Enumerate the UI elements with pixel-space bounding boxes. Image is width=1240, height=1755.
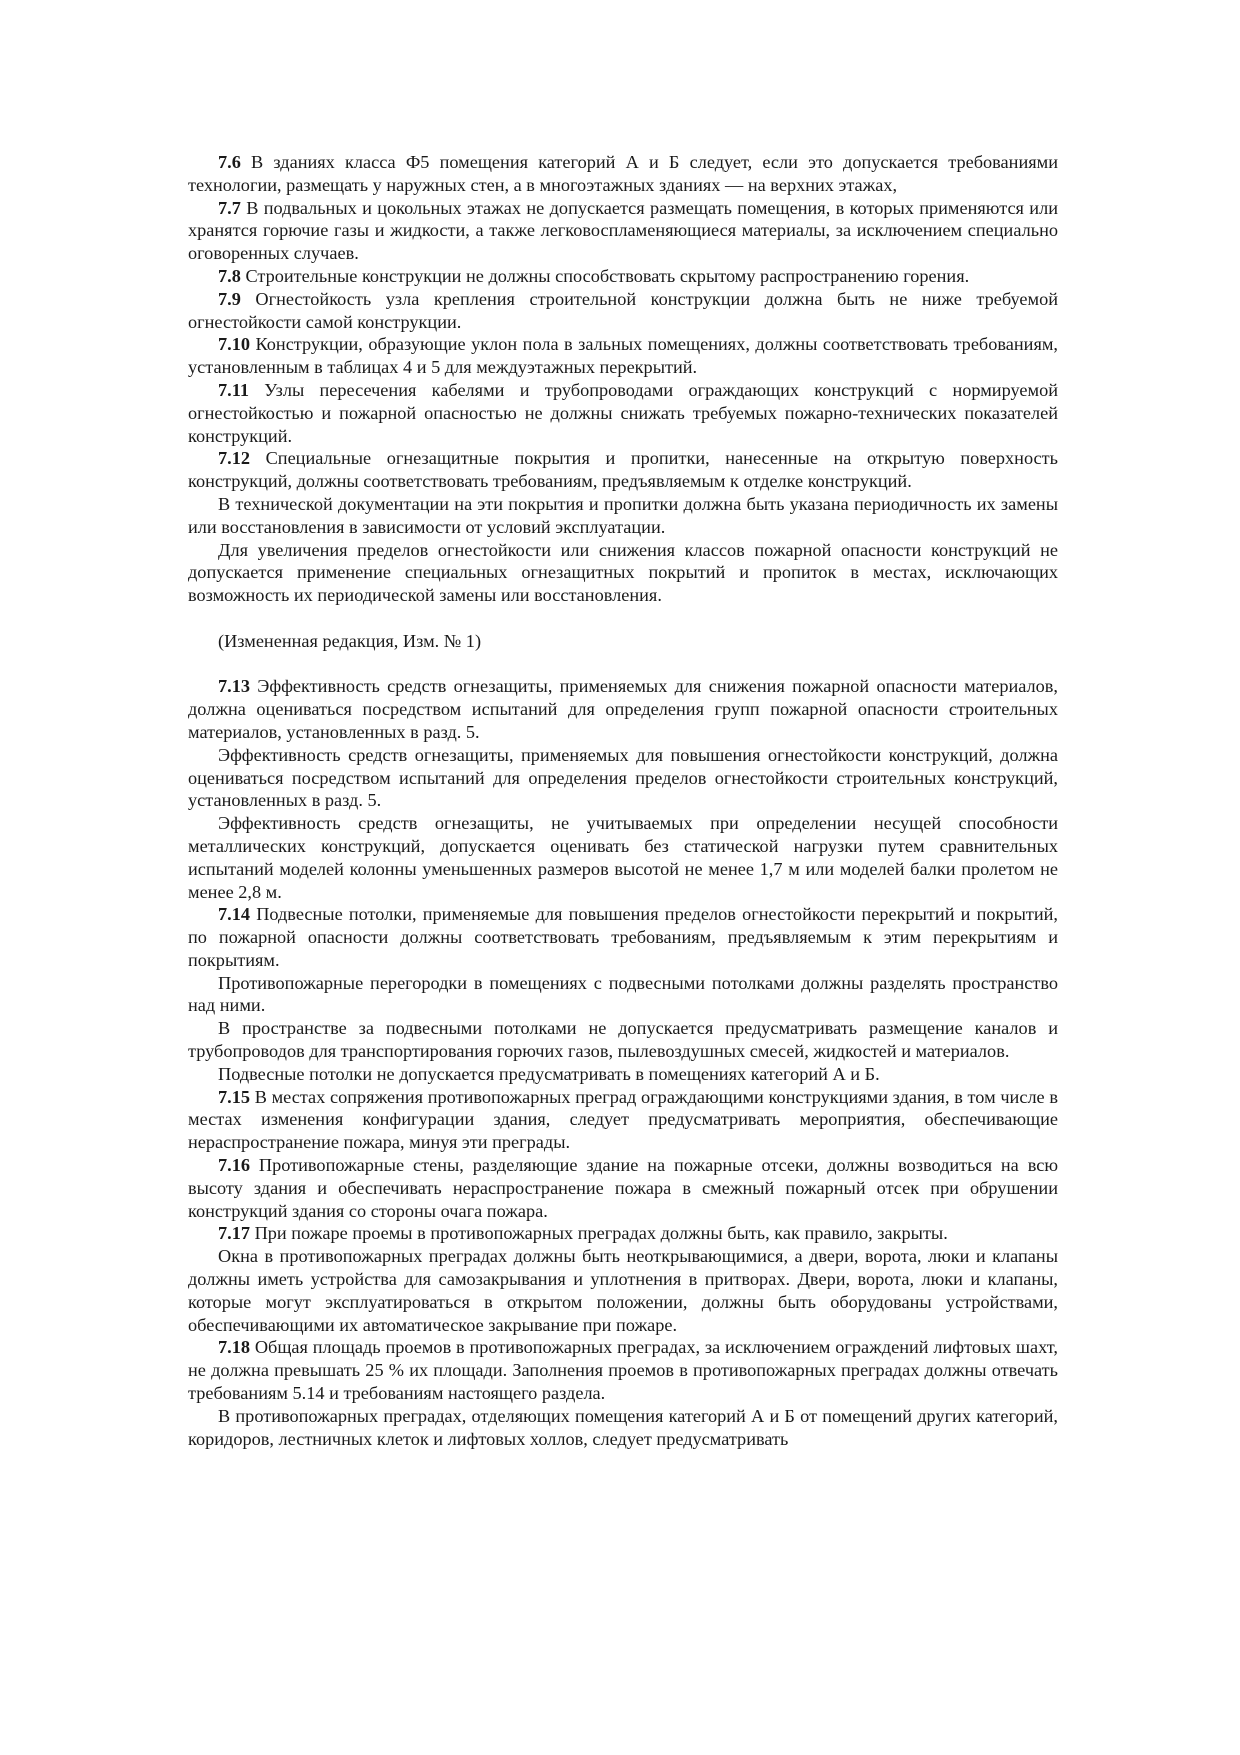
paragraph-text: Для увеличения пределов огнестойкости или снижения классов пожарной опасности конструкций не допускается применение специальных огнезащитных покрытий и пропиток в местах, исключающих возможность их периодической замены или восстановления. <box>188 539 1058 606</box>
paragraph-7-13-fire-resistance <box>188 744 1058 812</box>
paragraph-7-11 <box>188 379 1058 447</box>
paragraph-7-9 <box>188 288 1058 334</box>
paragraph-text: Эффективность средств огнезащиты, применяемых для снижения пожарной опасности материалов, должна оцениваться посредством испытаний для определения групп пожарной опасности строительных материалов, установленных в разд. 5. <box>188 676 1058 742</box>
clause-number: 7.9 <box>218 288 241 309</box>
paragraph-text: Специальные огнезащитные покрытия и пропитки, нанесенные на открытую поверхность конструкций, должны соответствовать требованиям, предъявляемым к отделке конструкций. <box>188 448 1058 492</box>
paragraph-7-7 <box>188 197 1058 265</box>
paragraph-text: При пожаре проемы в противопожарных преградах должны быть, как правило, закрыты. <box>254 1223 948 1244</box>
paragraph-7-14-partitions <box>188 972 1058 1018</box>
paragraph-text: В технической документации на эти покрытия и пропитки должна быть указана периодичность их замены или восстановления в зависимости от условий эксплуатации. <box>188 493 1058 537</box>
paragraph-text: Подвесные потолки, применяемые для повышения пределов огнестойкости перекрытий и покрытий, по пожарной опасности должны соответствовать требованиям, предъявляемым к этим перекрытиям и покрытиям. <box>188 904 1058 970</box>
paragraph-7-14-categories <box>188 1063 1058 1086</box>
paragraph-text: В зданиях класса Ф5 помещения категорий А и Б следует, если это допускается требованиями технологии, размещать у наружных стен, а в многоэтажных зданиях — на верхних этажах, <box>188 152 1058 195</box>
paragraph-7-14-ceiling-space <box>188 1017 1058 1063</box>
paragraph-text: Огнестойкость узла крепления строительной конструкции должна быть не ниже требуемой огнестойкости самой конструкции. <box>188 288 1058 332</box>
paragraph-text: Строительные конструкции не должны способствовать скрытому распространению горения. <box>245 265 970 286</box>
clause-number: 7.15 <box>218 1086 250 1107</box>
clause-number: 7.6 <box>218 152 241 172</box>
paragraph-7-16 <box>188 1154 1058 1222</box>
paragraph-text: Конструкции, образующие уклон пола в зальных помещениях, должны соответствовать требованиям, установленным в таблицах 4 и 5 для междуэтажных перекрытий. <box>188 334 1058 378</box>
paragraph-7-12-documentation <box>188 493 1058 539</box>
amendment-note <box>188 630 1058 653</box>
paragraph-text: Узлы пересечения кабелями и трубопроводами ограждающих конструкций с нормируемой огнестойкостью и пожарной опасностью не должны снижать требуемых пожарно-технических показателей конструкций. <box>188 379 1058 446</box>
paragraph-7-13 <box>188 675 1058 743</box>
paragraph-text: В местах сопряжения противопожарных преград ограждающими конструкциями здания, в том числе в местах изменения конфигурации здания, следует предусматривать мероприятия, обеспечивающие нераспространение пожара, минуя эти преграды. <box>188 1086 1058 1153</box>
clause-number: 7.13 <box>218 676 250 697</box>
paragraph-7-10 <box>188 333 1058 379</box>
paragraph-7-13-metal-structures <box>188 812 1058 903</box>
paragraph-text: Окна в противопожарных преградах должны быть неоткрывающимися, а двери, ворота, люки и клапаны должны иметь устройства для самозакрывания и уплотнения в притворах. Двери, ворота, люки и клапаны, которые могут эксплуатироваться в открытом положении, должны быть оборудованы устройствами, обеспечивающими их автоматическое закрывание при пожаре. <box>188 1246 1058 1335</box>
paragraph-text: Подвесные потолки не допускается предусматривать в помещениях категорий А и Б. <box>218 1063 880 1084</box>
paragraph-7-18 <box>188 1336 1058 1404</box>
paragraph-7-18-barriers <box>188 1405 1058 1451</box>
document-body <box>188 151 1058 1450</box>
paragraph-text: (Измененная редакция, Изм. № 1) <box>218 630 482 651</box>
clause-number: 7.17 <box>218 1223 250 1244</box>
paragraph-7-6 <box>188 151 1058 197</box>
paragraph-text: Противопожарные стены, разделяющие здание на пожарные отсеки, должны возводиться на всю высоту здания и обеспечивать нераспространение пожара в смежный пожарный отсек при обрушении конструкций здания со стороны очага пожара. <box>188 1155 1058 1221</box>
paragraph-text: Эффективность средств огнезащиты, не учитываемых при определении несущей способности металлических конструкций, допускается оценивать без статической нагрузки путем сравнительных испытаний моделей колонны уменьшенных размеров высотой не менее 1,7 м или моделей балки пролетом не менее 2,8 м. <box>188 813 1058 902</box>
paragraph-7-17-openings <box>188 1245 1058 1336</box>
clause-number: 7.10 <box>218 334 250 355</box>
paragraph-7-15 <box>188 1086 1058 1154</box>
clause-number: 7.18 <box>218 1337 250 1358</box>
paragraph-7-12-restriction <box>188 539 1058 607</box>
paragraph-7-12 <box>188 447 1058 493</box>
clause-number: 7.12 <box>218 448 250 469</box>
paragraph-7-14 <box>188 903 1058 971</box>
clause-number: 7.11 <box>218 379 249 400</box>
clause-number: 7.8 <box>218 265 241 286</box>
paragraph-text: Общая площадь проемов в противопожарных преградах, за исключением ограждений лифтовых шахт, не должна превышать 25 % их площади. Заполнения проемов в противопожарных преградах должны отвечать требованиям 5.14 и требованиям настоящего раздела. <box>188 1337 1058 1404</box>
clause-number: 7.7 <box>218 197 241 218</box>
paragraph-text: Противопожарные перегородки в помещениях с подвесными потолками должны разделять пространство над ними. <box>188 972 1058 1016</box>
paragraph-7-8 <box>188 265 1058 288</box>
paragraph-text: В пространстве за подвесными потолками не допускается предусматривать размещение каналов и трубопроводов для транспортирования горючих газов, пылевоздушных смесей, жидкостей и материалов. <box>188 1018 1058 1062</box>
paragraph-text: В противопожарных преградах, отделяющих помещения категорий А и Б от помещений других категорий, коридоров, лестничных клеток и лифтовых холлов, следует предусматривать <box>188 1405 1058 1449</box>
paragraph-7-17 <box>188 1222 1058 1245</box>
paragraph-text: В подвальных и цокольных этажах не допускается размещать помещения, в которых применяются или хранятся горючие газы и жидкости, а также легковоспламеняющиеся материалы, за исключением специально оговоренных случаев. <box>188 197 1058 264</box>
paragraph-text: Эффективность средств огнезащиты, применяемых для повышения огнестойкости конструкций, должна оцениваться посредством испытаний для определения пределов огнестойкости строительных конструкций, установленных в разд. 5. <box>188 744 1058 811</box>
clause-number: 7.14 <box>218 904 250 925</box>
clause-number: 7.16 <box>218 1155 250 1176</box>
